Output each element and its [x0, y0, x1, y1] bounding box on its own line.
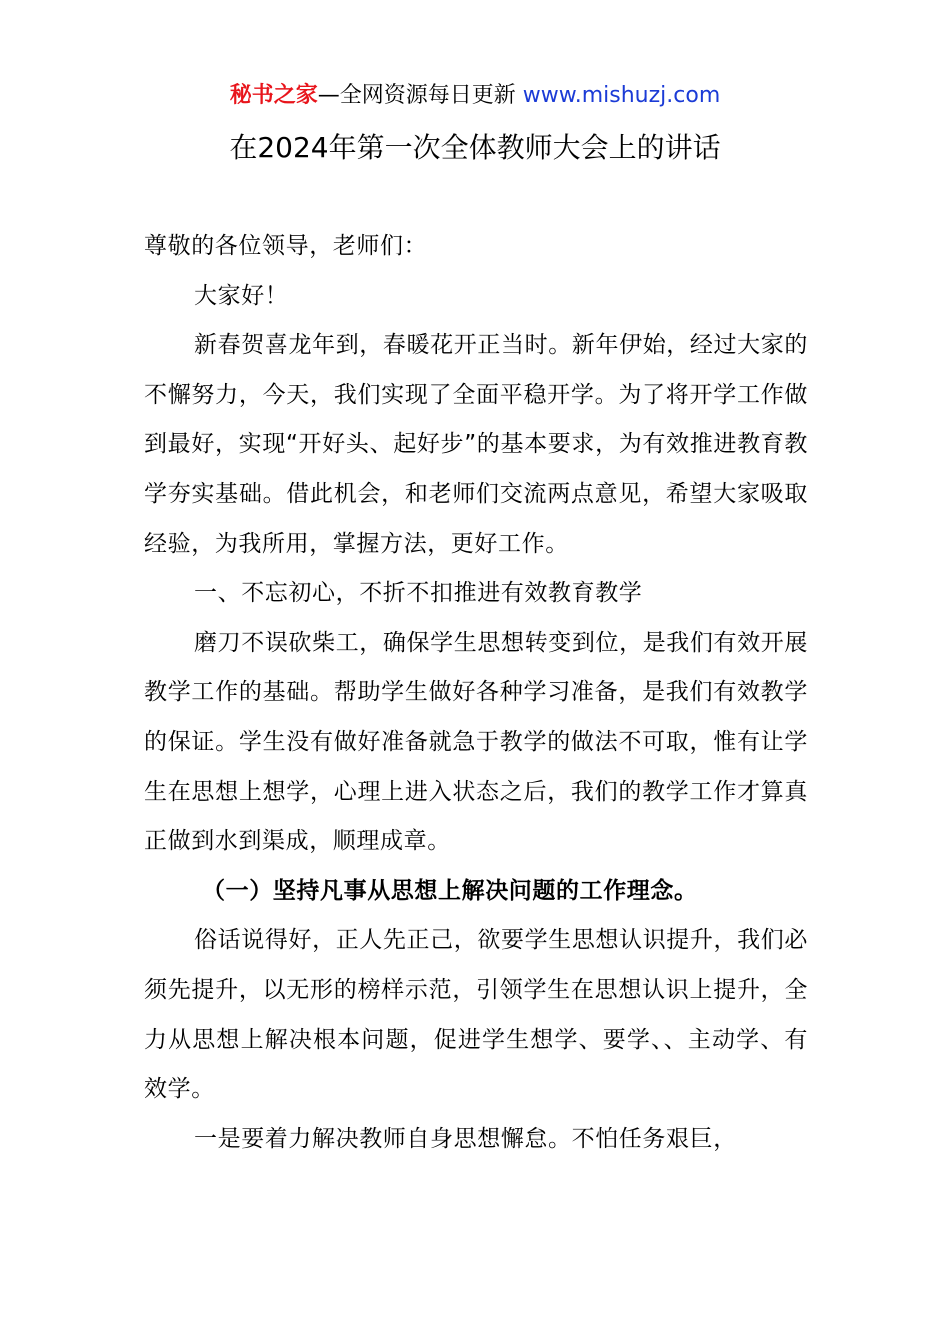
- page-header: [0, 80, 950, 112]
- header-tagline: —全网资源每日更新: [317, 83, 516, 108]
- section-heading-1: 一、不忘初心，不折不扣推进有效教育教学: [194, 580, 643, 607]
- salutation: 尊敬的各位领导，老师们：: [144, 233, 428, 259]
- document-body: [144, 222, 808, 1164]
- paragraph-2: 磨刀不误砍柴工，确保学生思想转变到位，是我们有效开展教学工作的基础。帮助学生做好各种学习准备，是我们有效教学的保证。学生没有做好准备就急于教学的做法不可取，惟有让学生在思想上想学，心理上进入状态之后，我们的教学工作才算真正做到水到渠成，顺理成章。: [144, 629, 808, 855]
- greeting: 大家好！: [194, 282, 289, 309]
- paragraph-3: 俗话说得好，正人先正己，欲要学生思想认识提升，我们必须先提升，以无形的榜样示范，引领学生在思想认识上提升，全力从思想上解决根本问题，促进学生想学、要学、、主动学、有效学。: [144, 927, 808, 1103]
- subsection-heading-1: （一）坚持凡事从思想上解决问题的工作理念。: [202, 877, 698, 904]
- header-url[interactable]: www.mishuzj.com: [522, 83, 721, 108]
- paragraph-1: 新春贺喜龙年到，春暖花开正当时。新年伊始，经过大家的不懈努力，今天，我们实现了全面平稳开学。为了将开学工作做到最好，实现“开好头、起好步”的基本要求，为有效推进教育教学夯实基础。借此机会，和老师们交流两点意见，希望大家吸取经验，为我所用，掌握方法，更好工作。: [144, 332, 808, 557]
- document-title: 在2024年第一次全体教师大会上的讲话: [229, 131, 721, 164]
- paragraph-4: 一是要着力解决教师自身思想懈怠。不怕任务艰巨，: [194, 1125, 737, 1152]
- header-brand: 秘书之家: [229, 83, 318, 108]
